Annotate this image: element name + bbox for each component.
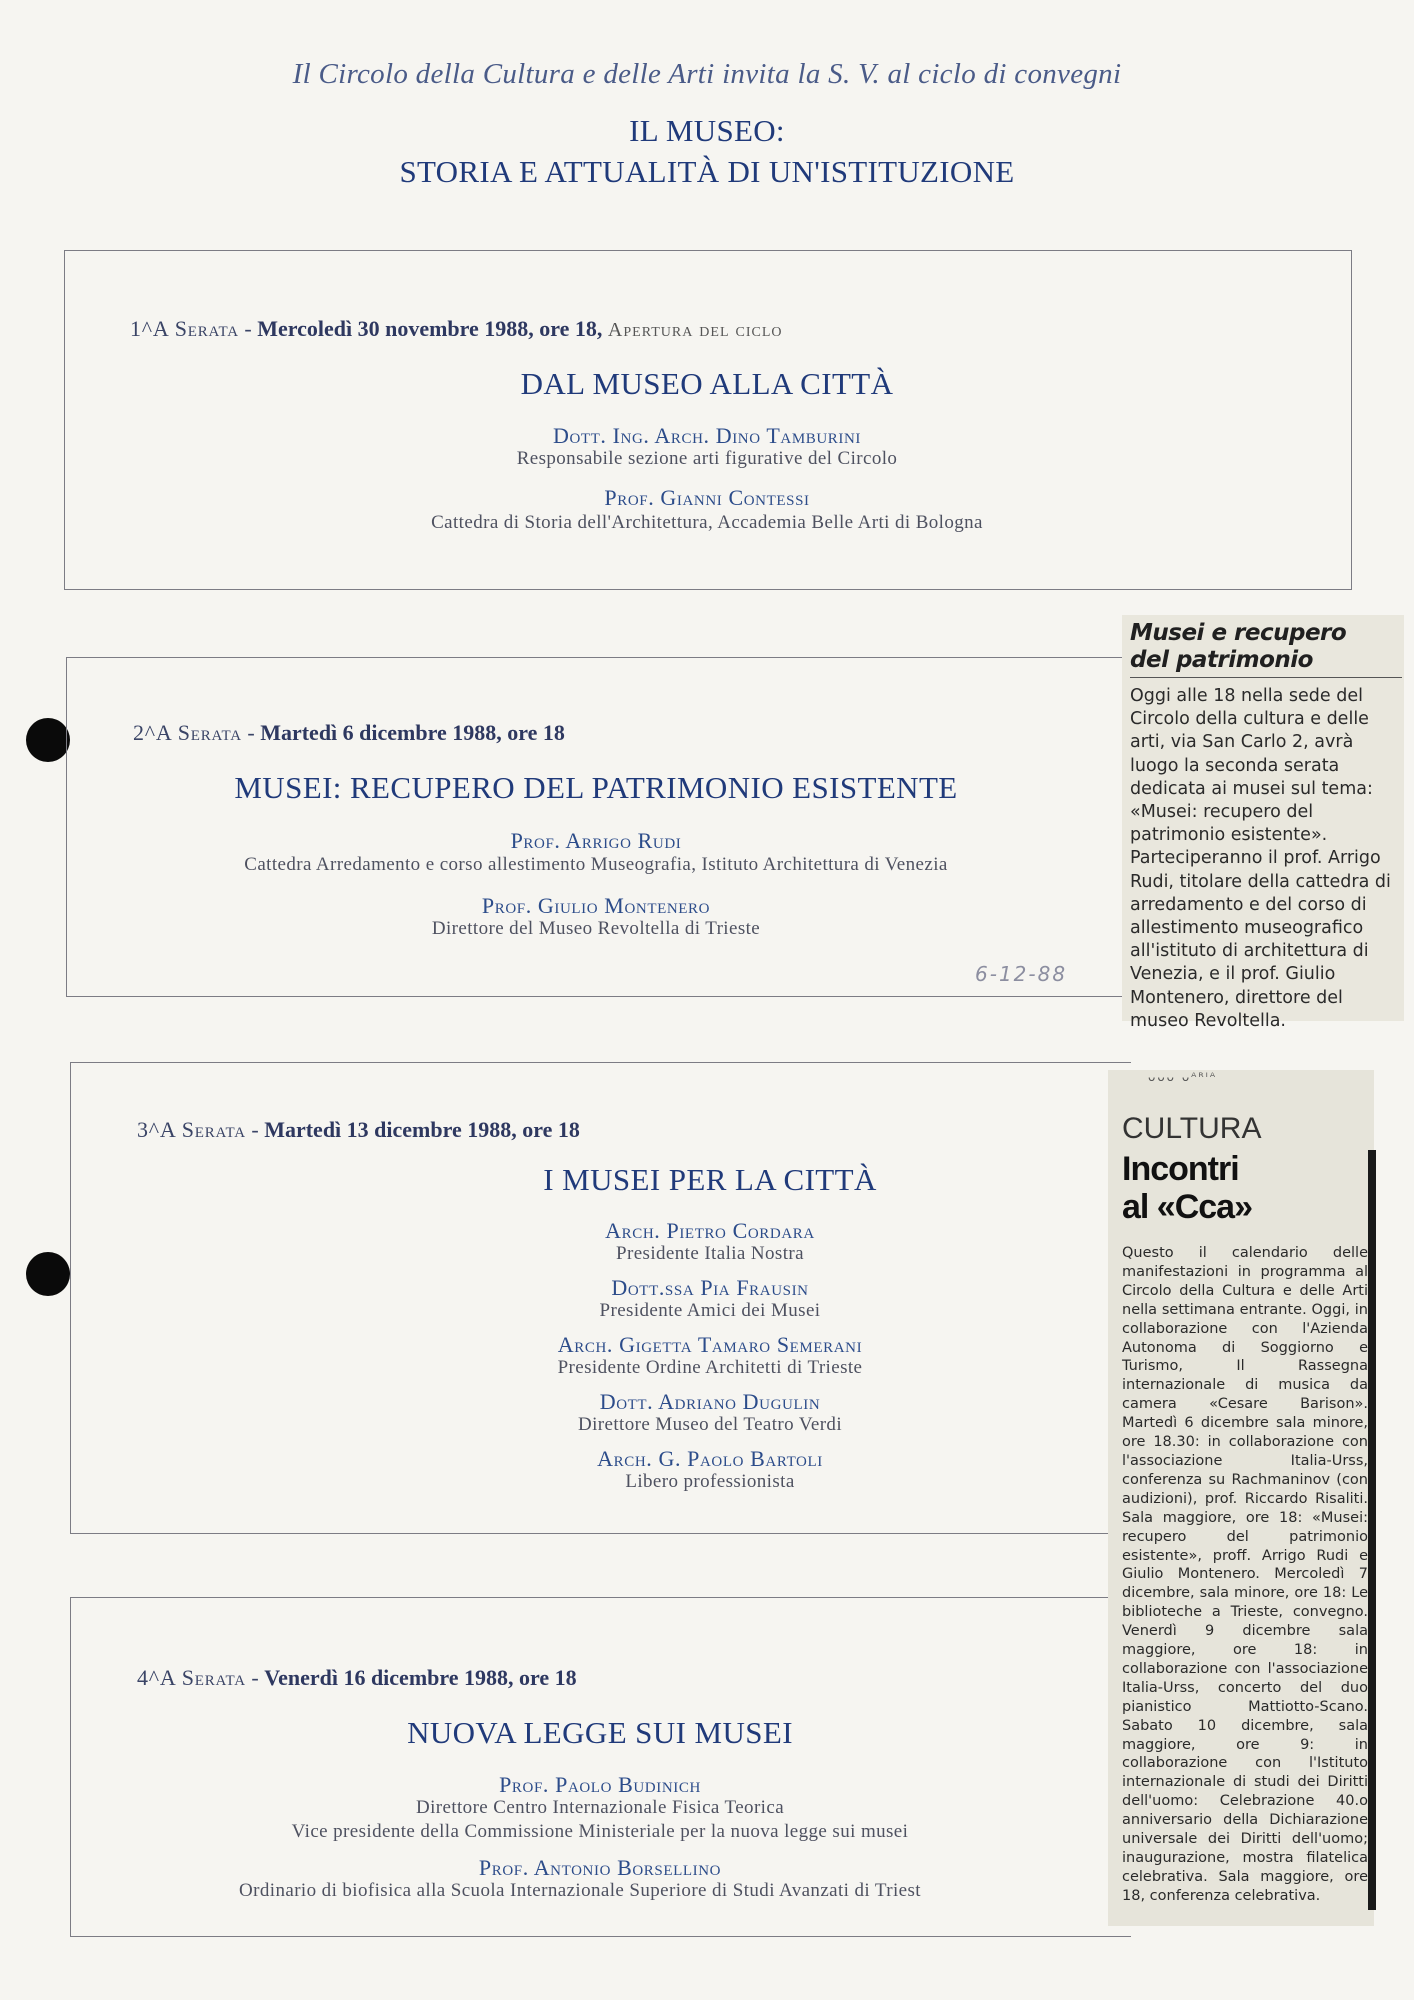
cycle-title-line2: STORIA E ATTUALITÀ DI UN'ISTITUZIONE xyxy=(399,154,1015,189)
session-3-speaker-2-role: Presidente Amici dei Musei xyxy=(599,1300,821,1321)
session-3-speaker-4-name: Dott. Adriano Dugulin xyxy=(599,1389,821,1414)
session-1-note: Apertura del ciclo xyxy=(607,319,783,341)
newspaper-clipping-musei xyxy=(1122,615,1404,1031)
session-3-heading: 3^A Serata - Martedì 13 dicembre 1988, ore 18 xyxy=(137,1117,580,1142)
session-1-speaker-1-name: Dott. Ing. Arch. Dino Tamburini xyxy=(552,423,862,448)
clipping-2-headline-line1: Incontri xyxy=(1122,1150,1239,1188)
session-2-speaker-1-role: Cattedra Arredamento e corso allestimento Museografia, Istituto Architettura di Venezia xyxy=(244,854,948,875)
session-3-speaker-1-name: Arch. Pietro Cordara xyxy=(605,1218,815,1243)
session-2-heading: 2^A Serata - Martedì 6 dicembre 1988, ore 18 xyxy=(133,720,565,745)
session-4-date: Venerdì 16 dicembre 1988, ore 18 xyxy=(264,1665,577,1690)
clipping-2-top-fragment: ᴗᴗᴗ ᴗᴬᴿᴵᴬ xyxy=(1148,1070,1217,1084)
session-1-speaker-2-name: Prof. Gianni Contessi xyxy=(604,485,810,510)
punch-hole-top xyxy=(26,718,70,762)
newspaper-clipping-cca xyxy=(1108,1070,1374,1926)
session-3-ordinal: 3^A Serata xyxy=(137,1117,246,1142)
session-4-title: NUOVA LEGGE SUI MUSEI xyxy=(407,1715,793,1750)
clipping-2-headline xyxy=(1122,1150,1252,1226)
clipping-1-rule xyxy=(1130,677,1402,678)
clipping-1-headline xyxy=(1130,620,1346,674)
session-1-ordinal: 1^A Serata xyxy=(130,316,239,341)
session-1-title: DAL MUSEO ALLA CITTÀ xyxy=(520,366,894,401)
clipping-2-headline-line2: al «Cca» xyxy=(1122,1188,1252,1226)
session-1-heading: 1^A Serata - Mercoledì 30 novembre 1988, ore 18, Apertura del ciclo xyxy=(130,316,783,341)
clipping-2-column-rule xyxy=(1368,1150,1376,1910)
session-3-speaker-4-role: Direttore Museo del Teatro Verdi xyxy=(577,1414,843,1435)
cycle-title xyxy=(0,110,1414,192)
session-1-speaker-2-role: Cattedra di Storia dell'Architettura, Accademia Belle Arti di Bologna xyxy=(431,512,983,533)
session-2-speaker-2-name: Prof. Giulio Montenero xyxy=(481,893,711,918)
cycle-title-line1: IL MUSEO: xyxy=(629,113,785,148)
session-4-ordinal: 4^A Serata xyxy=(137,1665,246,1690)
session-4-speaker-2-role: Ordinario di biofisica alla Scuola Internazionale Superiore di Studi Avanzati di Triest xyxy=(239,1880,921,1901)
handwritten-date: 6-12-88 xyxy=(975,962,1068,986)
session-3-speaker-1-role: Presidente Italia Nostra xyxy=(616,1243,804,1264)
session-3-title: I MUSEI PER LA CITTÀ xyxy=(543,1162,877,1197)
session-2-date: Martedì 6 dicembre 1988, ore 18 xyxy=(260,720,565,745)
session-4-speaker-2-name: Prof. Antonio Borsellino xyxy=(478,1855,722,1880)
clipping-1-headline-line2: del patrimonio xyxy=(1130,647,1313,673)
session-3-speaker-3-name: Arch. Gigetta Tamaro Semerani xyxy=(557,1332,863,1357)
session-2-title: MUSEI: RECUPERO DEL PATRIMONIO ESISTENTE xyxy=(234,770,958,805)
session-4-speaker-1-role: Direttore Centro Internazionale Fisica Teorica xyxy=(415,1797,785,1818)
session-2-box xyxy=(66,657,1127,997)
session-1-date: Mercoledì 30 novembre 1988, ore 18, xyxy=(257,316,603,341)
clipping-2-category: CULTURA xyxy=(1122,1112,1262,1145)
punch-hole-bottom xyxy=(26,1252,70,1296)
clipping-1-body: Oggi alle 18 nella sede del Circolo della cultura e delle arti, via San Carlo 2, avrà luogo la seconda serata dedicata ai musei sul tema: «Musei: recupero del patrimonio esistente». Parteciperanno il prof. Arrigo Rudi, titolare della cattedra di arredamento e del corso di allestimento museografico all'istituto di architettura di Venezia, e il prof. Giulio Montenero, direttore del museo Revoltella. xyxy=(1130,686,1391,1031)
session-2-speaker-2-role: Direttore del Museo Revoltella di Trieste xyxy=(431,918,761,939)
session-4-speaker-1-role2: Vice presidente della Commissione Ministeriale per la nuova legge sui musei xyxy=(291,1821,909,1842)
session-3-speaker-5-role: Libero professionista xyxy=(625,1471,795,1492)
session-3-date: Martedì 13 dicembre 1988, ore 18 xyxy=(264,1117,580,1142)
clipping-2-body: Questo il calendario delle manifestazioni in programma al Circolo della Cultura e delle Arti nella settimana entrante. Oggi, in collaborazione con l'Azienda Autonoma di Soggiorno e Turismo, Il Rassegna internazionale di musica da camera «Cesare Barison». Martedì 6 dicembre sala minore, ore 18.30: in collaborazione con l'associazione Italia-Urss, conferenza su Rachmaninov (con audizioni), prof. Riccardo Risaliti. Sala maggiore, ore 18: «Musei: recupero del patrimonio esistente», proff. Arrigo Rudi e Giulio Montenero. Mercoledì 7 dicembre, sala minore, ore 18: Le biblioteche a Trieste, convegno. Venerdì 9 dicembre sala maggiore, ore 18: in collaborazione con l'associazione Italia-Urss, concerto del duo pianistico Mattiotto-Scano. Sabato 10 dicembre, sala maggiore, ore 9: in collaborazione con l'Istituto internazionale di studi dei Diritti dell'uomo: Celebrazione 40.o anniversario della Dichiarazione universale dei Diritti dell'uomo; inaugurazione, mostra filatelica celebrativa. Sala maggiore, ore 18, conferenza celebrativa. xyxy=(1122,1245,1368,1904)
clipping-1-headline-line1: Musei e recupero xyxy=(1130,620,1347,646)
session-2-speaker-1-name: Prof. Arrigo Rudi xyxy=(510,828,682,853)
session-3-speaker-3-role: Presidente Ordine Architetti di Trieste xyxy=(557,1357,863,1378)
session-2-ordinal: 2^A Serata xyxy=(133,720,242,745)
session-4-heading: 4^A Serata - Venerdì 16 dicembre 1988, ore 18 xyxy=(137,1665,577,1690)
session-1-box xyxy=(64,250,1352,590)
session-3-speaker-2-name: Dott.ssa Pia Frausin xyxy=(611,1275,809,1300)
session-1-speaker-1-role: Responsabile sezione arti figurative del Circolo xyxy=(516,448,898,469)
session-4-speaker-1-name: Prof. Paolo Budinich xyxy=(499,1772,701,1797)
session-3-speaker-5-name: Arch. G. Paolo Bartoli xyxy=(597,1446,823,1471)
invitation-line: Il Circolo della Cultura e delle Arti invita la S. V. al ciclo di convegni xyxy=(292,58,1122,90)
